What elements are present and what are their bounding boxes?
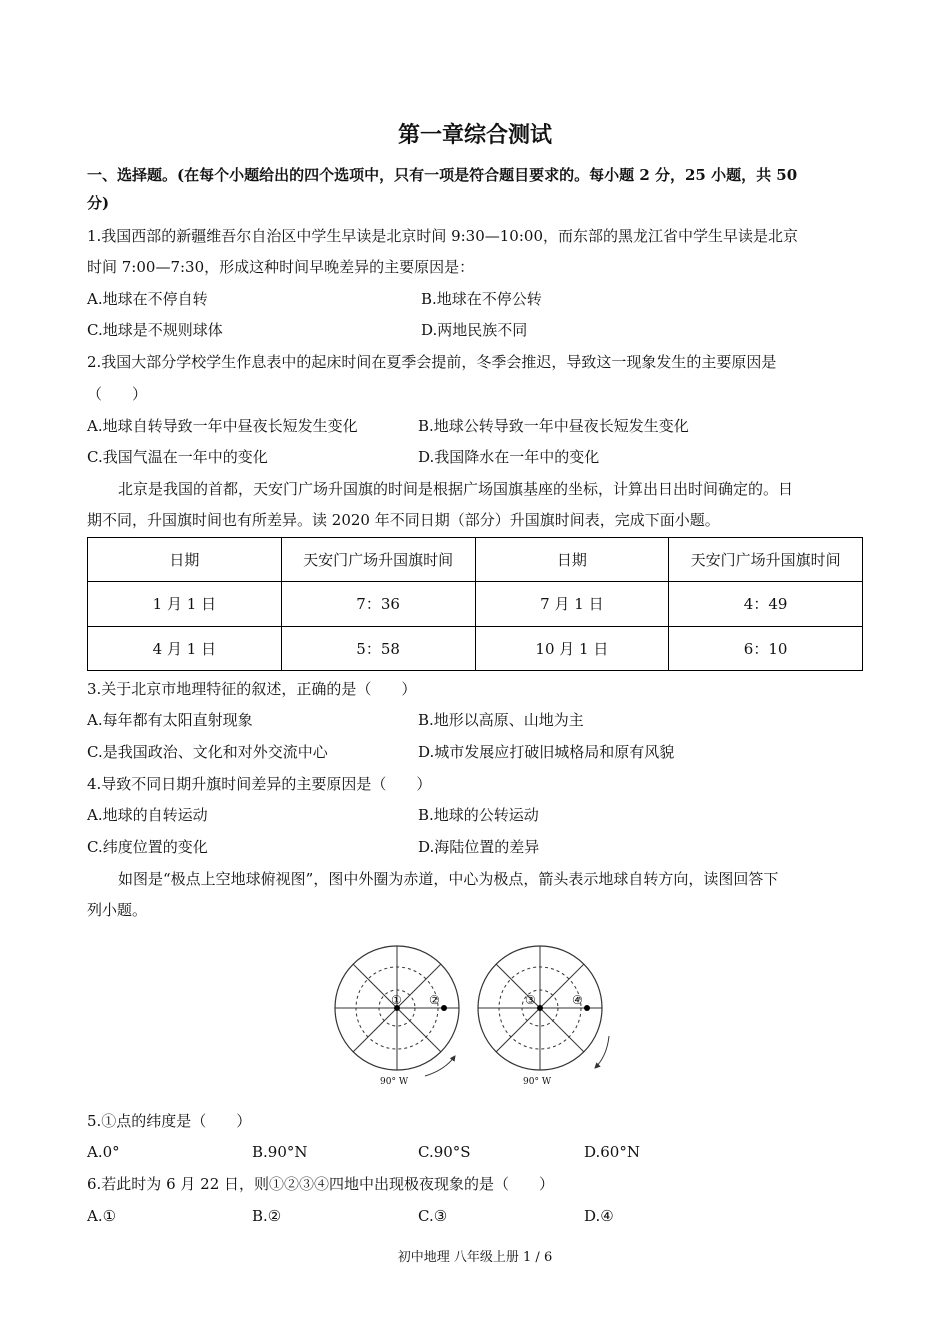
q5-option-c: C.90°S (418, 1143, 471, 1161)
q2-stem-line1: 2.我国大部分学校学生作息表中的起床时间在夏季会提前，冬季会推迟，导致这一现象发生的主要原因是 (87, 353, 777, 371)
table-cell: 10 月 1 日 (475, 626, 669, 670)
q3-option-a: A.每年都有太阳直射现象 (87, 711, 253, 729)
passage1-line1: 北京是我国的首都，天安门广场升国旗的时间是根据广场国旗基座的坐标，计算出日出时间确定的。日 (118, 480, 794, 498)
table-header: 日期 (88, 538, 282, 582)
q1-option-c: C.地球是不规则球体 (87, 321, 223, 339)
q3-option-c: C.是我国政治、文化和对外交流中心 (87, 743, 328, 761)
q1-stem-line2: 时间 7:00—7:30，形成这种时间早晚差异的主要原因是： (87, 258, 475, 276)
table-cell: 4 月 1 日 (88, 626, 282, 670)
table-cell: 1 月 1 日 (88, 582, 282, 626)
point-dot (441, 1005, 447, 1011)
q4-option-a: A.地球的自转运动 (87, 806, 208, 824)
longitude-label: 90° W (523, 1077, 552, 1087)
q4-option-b: B.地球的公转运动 (418, 806, 539, 824)
passage2-line2: 列小题。 (87, 901, 148, 919)
polar-view-figure (325, 938, 625, 1090)
point-2-label: ② (429, 993, 440, 1007)
page-footer: 初中地理 八年级上册 1 / 6 (397, 1250, 553, 1265)
table-cell: 5：58 (281, 626, 475, 670)
q1-option-a: A.地球在不停自转 (87, 290, 208, 308)
point-3-label: ③ (525, 993, 536, 1007)
q3-option-d: D.城市发展应打破旧城格局和原有风貌 (418, 743, 675, 761)
q2-option-a: A.地球自转导致一年中昼夜长短发生变化 (87, 417, 358, 435)
table-header: 天安门广场升国旗时间 (281, 538, 475, 582)
rotation-arrow-icon (425, 1056, 455, 1076)
q6-option-c: C.③ (418, 1207, 448, 1225)
q1-stem-line1: 1.我国西部的新疆维吾尔自治区中学生早读是北京时间 9:30—10:00，而东部的黑龙江省中学生早读是北京 (87, 227, 798, 245)
passage2-line1: 如图是“极点上空地球俯视图”，图中外圈为赤道，中心为极点，箭头表示地球自转方向，读图回答下 (118, 870, 779, 888)
q6-option-d: D.④ (584, 1207, 614, 1225)
section-heading-line1: 一、选择题。(在每个小题给出的四个选项中，只有一项是符合题目要求的。每小题 2 分，25 小题，共 50 (87, 166, 798, 184)
q4-option-c: C.纬度位置的变化 (87, 838, 208, 856)
point-4-label: ④ (572, 993, 583, 1007)
passage1-line2: 期不同，升国旗时间也有所差异。读 2020 年不同日期（部分）升国旗时间表，完成下面小题。 (87, 511, 720, 529)
q6-option-b: B.② (252, 1207, 282, 1225)
q2-option-b: B.地球公转导致一年中昼夜长短发生变化 (418, 417, 689, 435)
point-1-label: ① (391, 993, 402, 1007)
table-cell: 7 月 1 日 (475, 582, 669, 626)
table-header: 天安门广场升国旗时间 (669, 538, 863, 582)
q5-option-a: A.0° (87, 1143, 120, 1161)
q3-stem: 3.关于北京市地理特征的叙述，正确的是（ ） (87, 680, 417, 698)
q1-option-d: D.两地民族不同 (421, 321, 528, 339)
section-heading-line2: 分) (87, 194, 110, 212)
longitude-label: 90° W (380, 1077, 409, 1087)
q5-option-b: B.90°N (252, 1143, 308, 1161)
rotation-arrow-icon (595, 1036, 609, 1068)
table-cell: 7：36 (281, 582, 475, 626)
q4-stem: 4.导致不同日期升旗时间差异的主要原因是（ ） (87, 775, 432, 793)
q6-stem: 6.若此时为 6 月 22 日，则①②③④四地中出现极夜现象的是（ ） (87, 1175, 555, 1193)
pole-dot (537, 1005, 543, 1011)
q6-option-a: A.① (87, 1207, 117, 1225)
flag-raising-table (87, 537, 863, 671)
q4-option-d: D.海陆位置的差异 (418, 838, 540, 856)
q1-option-b: B.地球在不停公转 (421, 290, 542, 308)
table-row (88, 626, 863, 670)
point-dot (584, 1005, 590, 1011)
table-cell: 4：49 (669, 582, 863, 626)
table-row (88, 582, 863, 626)
table-header: 日期 (475, 538, 669, 582)
table-cell: 6：10 (669, 626, 863, 670)
q2-stem-line2: （ ） (87, 385, 148, 403)
q2-option-c: C.我国气温在一年中的变化 (87, 448, 268, 466)
q5-stem: 5.①点的纬度是（ ） (87, 1112, 252, 1130)
q3-option-b: B.地形以高原、山地为主 (418, 711, 584, 729)
page-title: 第一章综合测试 (397, 122, 552, 148)
q2-option-d: D.我国降水在一年中的变化 (418, 448, 600, 466)
q5-option-d: D.60°N (584, 1143, 640, 1161)
table-header-row (88, 538, 863, 582)
